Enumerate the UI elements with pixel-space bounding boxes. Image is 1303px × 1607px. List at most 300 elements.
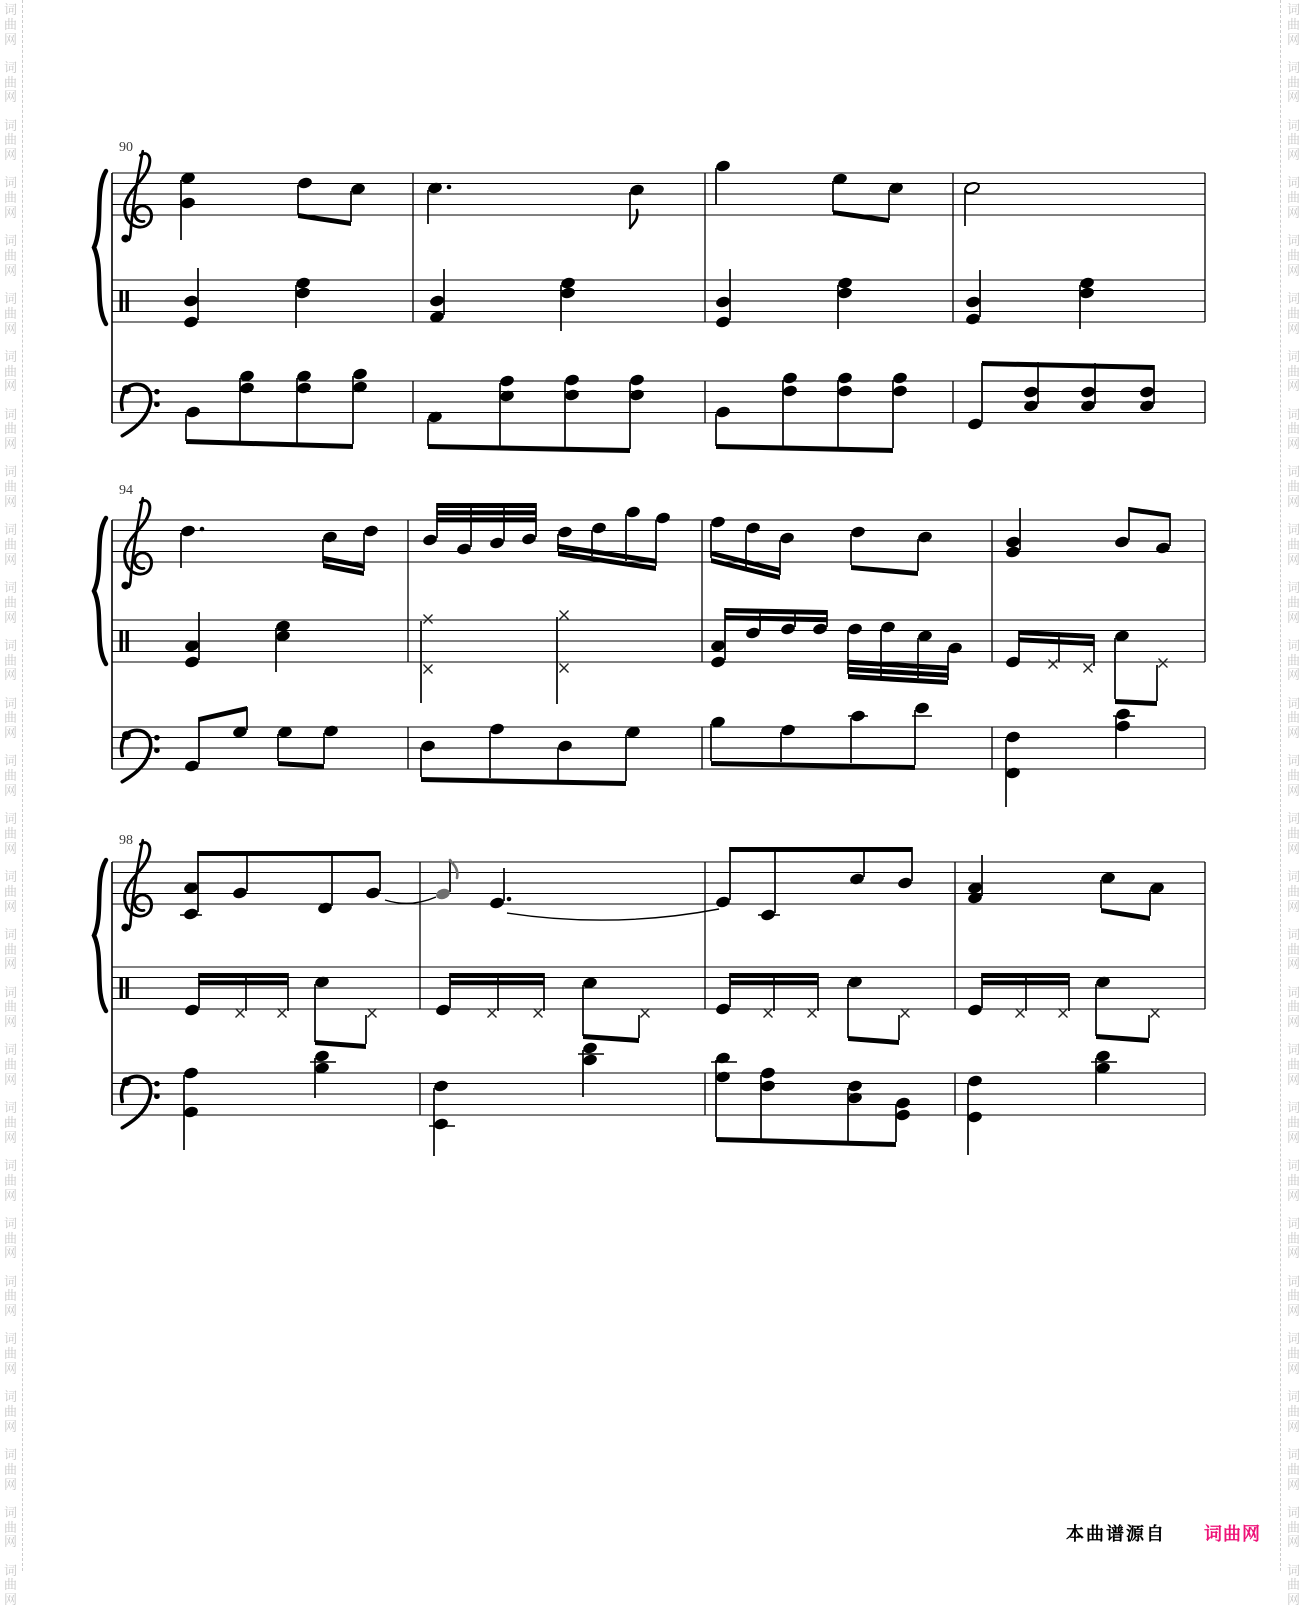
notehead: [1005, 535, 1021, 549]
watermark-char: 词: [1287, 1331, 1301, 1347]
notehead: [1155, 541, 1171, 555]
treble-clef-icon: [121, 151, 151, 242]
watermark-char: 网: [4, 378, 18, 394]
watermark-char: 词: [4, 1215, 18, 1231]
watermark-char: 曲: [1287, 768, 1301, 784]
watermark-char: 网: [4, 1187, 18, 1203]
watermark-char: 词: [4, 1504, 18, 1520]
watermark-char: 曲: [4, 421, 18, 437]
watermark-char: 网: [4, 725, 18, 741]
notehead: [715, 405, 731, 419]
x-notehead: [1151, 1009, 1160, 1018]
watermark-char: 网: [4, 1361, 18, 1376]
notehead: [1139, 399, 1155, 413]
notehead: [314, 1049, 330, 1063]
watermark-char: 词: [4, 1447, 18, 1462]
watermark-char: 网: [1287, 436, 1301, 452]
notehead: [715, 895, 731, 909]
notehead: [1079, 276, 1095, 290]
system-brace: [94, 171, 106, 324]
notehead: [363, 524, 379, 538]
footer: [1066, 1520, 1296, 1546]
x-notehead: [1159, 659, 1168, 668]
notehead: [183, 294, 199, 308]
notehead: [965, 295, 981, 309]
watermark-char: 词: [4, 1389, 18, 1405]
watermark-char: 曲: [1287, 1577, 1301, 1593]
notehead: [780, 622, 796, 636]
watermark-char: 曲: [1287, 883, 1301, 899]
x-notehead: [808, 1009, 817, 1018]
watermark-char: 网: [4, 89, 18, 105]
notehead: [880, 620, 896, 634]
watermark-char: 网: [1287, 205, 1301, 220]
notehead: [184, 759, 200, 773]
notehead: [715, 1051, 731, 1065]
notehead: [892, 384, 908, 398]
notehead: [564, 388, 580, 402]
watermark-char: 词: [4, 233, 18, 249]
watermark-char: 曲: [1287, 1404, 1301, 1419]
notehead: [760, 908, 776, 922]
watermark-char: 曲: [1287, 1230, 1301, 1246]
watermark-char: 词: [4, 522, 18, 538]
notehead: [420, 739, 436, 753]
watermark-char: 曲: [4, 190, 18, 206]
watermark-char: 词: [4, 1331, 18, 1347]
footer-source-text: 本曲谱源自: [1066, 1524, 1166, 1544]
x-notehead: [424, 615, 433, 624]
notehead: [745, 521, 761, 535]
watermark-char: 网: [4, 1014, 18, 1030]
watermark-char: 词: [1287, 1273, 1301, 1289]
watermark-char: 网: [4, 205, 18, 220]
watermark-char: 曲: [4, 1230, 18, 1246]
watermark-char: 曲: [1287, 132, 1301, 148]
watermark-char: 词: [1287, 406, 1301, 422]
watermark-char: 词: [1287, 522, 1301, 538]
notehead: [185, 405, 201, 419]
watermark-char: 词: [4, 1158, 18, 1173]
watermark-char: 词: [1287, 117, 1301, 133]
notehead: [760, 1066, 776, 1080]
x-notehead: [1049, 660, 1058, 669]
watermark-char: 网: [4, 262, 18, 278]
slur: [507, 909, 719, 920]
watermark-char: 曲: [4, 248, 18, 263]
notehead: [433, 1079, 449, 1093]
notehead: [967, 1074, 983, 1088]
notehead: [1139, 385, 1155, 399]
x-notehead: [1084, 664, 1093, 673]
watermark-char: 曲: [4, 1115, 18, 1130]
notehead: [710, 515, 726, 529]
watermark-char: 曲: [1287, 363, 1301, 379]
watermark-char: 词: [4, 580, 18, 595]
watermark-char: 词: [1287, 1158, 1301, 1173]
watermark-char: 曲: [4, 305, 18, 321]
watermark-char: 曲: [4, 537, 18, 552]
notehead: [323, 724, 339, 738]
notehead: [917, 530, 933, 544]
notehead: [760, 1079, 776, 1093]
watermark-char: 曲: [4, 594, 18, 610]
watermark-char: 曲: [1287, 479, 1301, 495]
treble-clef-icon: [121, 498, 151, 589]
watermark-char: 曲: [4, 883, 18, 899]
watermark-char: 词: [1287, 233, 1301, 249]
watermark-char: 网: [4, 783, 18, 798]
watermark-char: 网: [4, 898, 18, 914]
notehead: [892, 371, 908, 385]
notehead: [489, 896, 505, 910]
watermark-char: 词: [4, 637, 18, 653]
watermark-char: 曲: [4, 74, 18, 90]
watermark-char: 词: [4, 984, 18, 1000]
watermark-char: 词: [1287, 869, 1301, 884]
x-notehead: [560, 664, 569, 673]
watermark-char: 网: [4, 1418, 18, 1434]
watermark-char: 词: [1287, 2, 1301, 17]
watermark-char: 网: [4, 667, 18, 683]
notehead: [560, 276, 576, 290]
watermark-char: 网: [1287, 1592, 1301, 1607]
notehead: [782, 384, 798, 398]
notehead: [317, 901, 333, 915]
watermark-char: 词: [4, 695, 18, 711]
x-notehead: [278, 1009, 287, 1018]
watermark-char: 网: [4, 609, 18, 625]
watermark-char: 词: [4, 869, 18, 884]
notehead: [850, 525, 866, 539]
x-notehead: [534, 1009, 543, 1018]
watermark-char: 网: [4, 320, 18, 336]
watermark-char: 曲: [4, 1172, 18, 1188]
notehead: [352, 367, 368, 381]
notehead: [1095, 1049, 1111, 1063]
notehead: [812, 622, 828, 636]
notehead: [965, 312, 981, 326]
watermark-char: 曲: [1287, 537, 1301, 552]
notehead: [967, 417, 983, 431]
watermark-char: 网: [1287, 494, 1301, 509]
notehead: [557, 739, 573, 753]
notehead: [897, 876, 913, 890]
watermark-char: 词: [4, 1562, 18, 1578]
watermark-char: 曲: [4, 652, 18, 668]
watermark-char: 网: [1287, 1361, 1301, 1376]
watermark-char: 词: [1287, 348, 1301, 364]
notehead: [295, 286, 311, 300]
notehead: [1005, 766, 1021, 780]
watermark-char: 曲: [1287, 190, 1301, 206]
watermark-char: 曲: [1287, 1115, 1301, 1130]
notehead: [629, 373, 645, 387]
notehead: [1079, 286, 1095, 300]
watermark-char: 网: [4, 494, 18, 509]
x-notehead: [560, 611, 569, 620]
watermark-char: 网: [1287, 320, 1301, 336]
watermark-char: 网: [1287, 262, 1301, 278]
notehead: [183, 1105, 199, 1119]
notehead: [1080, 385, 1096, 399]
x-notehead: [764, 1009, 773, 1018]
notehead: [295, 276, 311, 290]
notehead: [629, 388, 645, 402]
notehead: [715, 295, 731, 309]
notehead: [837, 371, 853, 385]
notehead: [850, 709, 866, 723]
notehead: [297, 176, 313, 190]
watermark-char: 词: [1287, 1100, 1301, 1116]
notehead: [849, 872, 865, 886]
notehead: [1005, 545, 1021, 559]
watermark-char: 曲: [1287, 652, 1301, 668]
notehead: [184, 1003, 200, 1017]
watermark-char: 曲: [4, 941, 18, 957]
watermark-char: 网: [1287, 1534, 1301, 1550]
notehead: [847, 1091, 863, 1105]
watermark-char: 曲: [1287, 1346, 1301, 1362]
eighth-flag: [630, 210, 637, 228]
watermark-char: 词: [1287, 811, 1301, 827]
notehead: [183, 1066, 199, 1080]
watermark-char: 曲: [4, 1346, 18, 1362]
notehead: [296, 381, 312, 395]
watermark-char: 词: [4, 348, 18, 364]
watermark-char: 曲: [1287, 74, 1301, 90]
notehead: [489, 536, 505, 550]
watermark-char: 词: [1287, 175, 1301, 191]
notehead: [837, 384, 853, 398]
watermark-char: 词: [4, 2, 18, 17]
treble-clef-icon: [121, 840, 151, 931]
watermark-char: 网: [1287, 667, 1301, 683]
notehead: [183, 315, 199, 329]
watermark-char: 网: [1287, 147, 1301, 163]
watermark-char: 网: [4, 1245, 18, 1261]
notehead: [560, 286, 576, 300]
watermark-char: 曲: [4, 132, 18, 148]
notehead: [837, 276, 853, 290]
slur: [385, 897, 436, 903]
watermark-char: 词: [1287, 1215, 1301, 1231]
x-notehead: [368, 1009, 377, 1018]
notehead: [1023, 385, 1039, 399]
notehead: [837, 286, 853, 300]
watermark-char: 曲: [1287, 999, 1301, 1015]
watermark-char: 网: [4, 1303, 18, 1319]
watermark-char: 词: [1287, 637, 1301, 653]
notehead: [715, 1002, 731, 1016]
x-notehead: [901, 1009, 910, 1018]
watermark-char: 词: [4, 1100, 18, 1116]
notehead: [184, 655, 200, 669]
notehead: [433, 1117, 449, 1131]
notehead: [655, 511, 671, 525]
notehead: [715, 315, 731, 329]
eighth-flag: [450, 860, 457, 878]
watermark-char: 网: [1287, 1014, 1301, 1030]
watermark-char: 网: [4, 436, 18, 452]
notehead: [489, 722, 505, 736]
watermark-char: 词: [1287, 1389, 1301, 1405]
watermark-char: 词: [1287, 464, 1301, 480]
watermark-char: 网: [4, 1592, 18, 1607]
watermark-char: 词: [4, 406, 18, 422]
notehead: [779, 531, 795, 545]
notehead: [564, 373, 580, 387]
watermark-char: 词: [4, 811, 18, 827]
notehead: [847, 1079, 863, 1093]
notehead: [947, 641, 963, 655]
watermark-char: 词: [4, 1042, 18, 1058]
watermark-char: 曲: [4, 1519, 18, 1535]
watermark-char: 网: [1287, 783, 1301, 798]
notehead: [914, 701, 930, 715]
notehead: [1115, 707, 1131, 721]
watermark-char: 词: [1287, 291, 1301, 306]
notehead: [780, 723, 796, 737]
notehead: [847, 622, 863, 636]
watermark-char: 曲: [1287, 248, 1301, 263]
watermark-char: 曲: [4, 1461, 18, 1477]
x-notehead: [641, 1009, 650, 1018]
watermark-char: 网: [1287, 1418, 1301, 1434]
watermark-char: 曲: [1287, 710, 1301, 726]
watermark-char: 网: [1287, 898, 1301, 914]
watermark-char: 曲: [1287, 305, 1301, 321]
watermark-char: 网: [4, 551, 18, 567]
notehead: [422, 533, 438, 547]
x-notehead: [236, 1009, 245, 1018]
watermark-char: 曲: [4, 1577, 18, 1593]
watermark-char: 曲: [4, 999, 18, 1015]
watermark-char: 曲: [4, 768, 18, 784]
watermark-char: 曲: [1287, 941, 1301, 957]
notehead: [967, 1003, 983, 1017]
notehead: [629, 183, 645, 197]
measure-number: 98: [119, 833, 133, 848]
watermark-char: 曲: [1287, 1519, 1301, 1535]
watermark-char: 词: [4, 291, 18, 306]
notehead: [625, 505, 641, 519]
notehead: [582, 1041, 598, 1055]
notehead: [895, 1096, 911, 1110]
notehead: [180, 196, 196, 210]
watermark-char: 网: [4, 31, 18, 47]
notehead: [1080, 399, 1096, 413]
watermark-char: 词: [4, 175, 18, 191]
notehead: [967, 1110, 983, 1124]
watermark-char: 网: [4, 1476, 18, 1492]
watermark-char: 曲: [1287, 826, 1301, 841]
watermark-char: 网: [1287, 89, 1301, 105]
notehead: [557, 525, 573, 539]
x-notehead: [424, 665, 433, 674]
notehead: [435, 887, 451, 901]
watermark-char: 曲: [4, 826, 18, 841]
watermark-char: 曲: [4, 1404, 18, 1419]
watermark-char: 网: [4, 956, 18, 972]
notehead: [1023, 399, 1039, 413]
watermark-char: 曲: [1287, 16, 1301, 32]
watermark-char: 网: [1287, 609, 1301, 625]
notehead: [715, 159, 731, 173]
system-brace: [94, 860, 106, 1011]
system-brace: [94, 518, 106, 664]
watermark-char: 曲: [4, 1288, 18, 1304]
watermark-char: 网: [1287, 1072, 1301, 1087]
watermark-char: 曲: [4, 1057, 18, 1073]
x-notehead: [488, 1009, 497, 1018]
watermark-char: 网: [1287, 840, 1301, 856]
notehead: [1114, 535, 1130, 549]
watermark-char: 曲: [1287, 421, 1301, 437]
watermark-char: 词: [1287, 1447, 1301, 1462]
notehead: [1115, 719, 1131, 733]
watermark-char: 网: [1287, 1129, 1301, 1145]
notehead: [710, 655, 726, 669]
augmentation-dot: [200, 527, 205, 532]
watermark-char: 网: [4, 1072, 18, 1087]
watermark-char: 网: [1287, 378, 1301, 394]
watermark-char: 词: [4, 1273, 18, 1289]
x-notehead: [1059, 1009, 1068, 1018]
watermark-char: 曲: [1287, 1461, 1301, 1477]
watermark-char: 词: [1287, 1042, 1301, 1058]
watermark-char: 词: [1287, 984, 1301, 1000]
notehead: [715, 1070, 731, 1084]
notehead: [745, 626, 761, 640]
notehead: [322, 530, 338, 544]
notehead: [429, 294, 445, 308]
watermark-char: 曲: [4, 479, 18, 495]
watermark-char: 网: [1287, 551, 1301, 567]
watermark-char: 网: [4, 147, 18, 163]
watermark-char: 词: [1287, 1562, 1301, 1578]
augmentation-dot: [507, 897, 512, 902]
notehead: [180, 524, 196, 538]
notehead: [365, 886, 381, 900]
watermark-char: 词: [1287, 926, 1301, 942]
augmentation-dot: [447, 185, 452, 190]
notehead: [456, 542, 472, 556]
notehead: [895, 1108, 911, 1122]
watermark-char: 网: [4, 1129, 18, 1145]
watermark-char: 曲: [1287, 1172, 1301, 1188]
watermark-char: 网: [1287, 1476, 1301, 1492]
watermark-char: 词: [1287, 753, 1301, 769]
watermark-char: 词: [1287, 695, 1301, 711]
measure-number: 90: [119, 140, 133, 155]
watermark-char: 网: [1287, 1187, 1301, 1203]
footer-brand: 词曲网: [1204, 1524, 1261, 1544]
watermark-char: 词: [4, 753, 18, 769]
watermark-char: 词: [4, 117, 18, 133]
watermark-char: 词: [4, 926, 18, 942]
watermark-char: 词: [1287, 1504, 1301, 1520]
watermark-char: 曲: [1287, 1288, 1301, 1304]
notehead: [239, 381, 255, 395]
watermark-char: 曲: [4, 710, 18, 726]
notehead: [435, 1003, 451, 1017]
notehead: [232, 886, 248, 900]
watermark-char: 曲: [4, 16, 18, 32]
x-notehead: [1016, 1009, 1025, 1018]
notehead: [582, 1053, 598, 1067]
watermark-char: 曲: [1287, 1057, 1301, 1073]
